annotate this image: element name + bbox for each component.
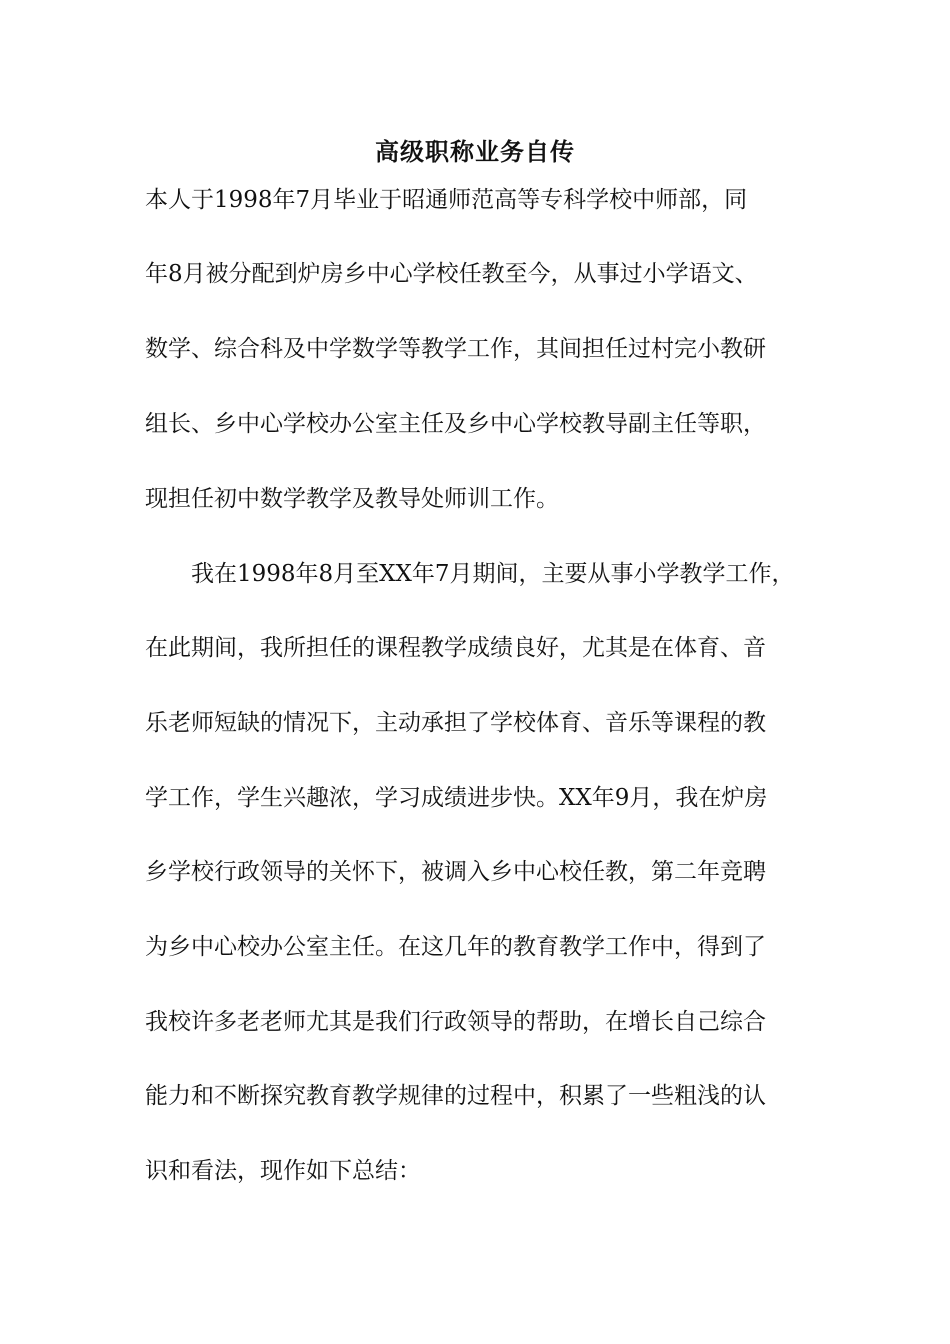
body-line-13: 能力和不断探究教育教学规律的过程中，积累了一些粗浅的认 bbox=[145, 1083, 766, 1109]
body-line-6: 我在1998年8月至XX年7月期间，主要从事小学教学工作， bbox=[145, 561, 795, 587]
document-title: 高级职称业务自传 bbox=[375, 137, 575, 166]
body-line-4: 组长、乡中心学校办公室主任及乡中心学校教导副主任等职， bbox=[145, 411, 766, 437]
body-line-14: 识和看法，现作如下总结： bbox=[145, 1158, 421, 1184]
body-line-1: 本人于1998年7月毕业于昭通师范高等专科学校中师部，同 bbox=[145, 187, 748, 213]
body-line-3: 数学、综合科及中学数学等教学工作，其间担任过村完小教研 bbox=[145, 336, 766, 362]
body-line-11: 为乡中心校办公室主任。在这几年的教育教学工作中，得到了 bbox=[145, 934, 766, 960]
body-line-7: 在此期间，我所担任的课程教学成绩良好，尤其是在体育、音 bbox=[145, 635, 766, 661]
body-line-8: 乐老师短缺的情况下，主动承担了学校体育、音乐等课程的教 bbox=[145, 710, 766, 736]
body-line-5: 现担任初中数学教学及教导处师训工作。 bbox=[145, 486, 559, 512]
body-line-12: 我校许多老老师尤其是我们行政领导的帮助，在增长自己综合 bbox=[145, 1009, 766, 1035]
body-line-2: 年8月被分配到炉房乡中心学校任教至今，从事过小学语文、 bbox=[145, 261, 758, 287]
body-line-9: 学工作，学生兴趣浓，学习成绩进步快。XX年9月，我在炉房 bbox=[145, 785, 768, 811]
body-line-10: 乡学校行政领导的关怀下，被调入乡中心校任教，第二年竞聘 bbox=[145, 859, 766, 885]
